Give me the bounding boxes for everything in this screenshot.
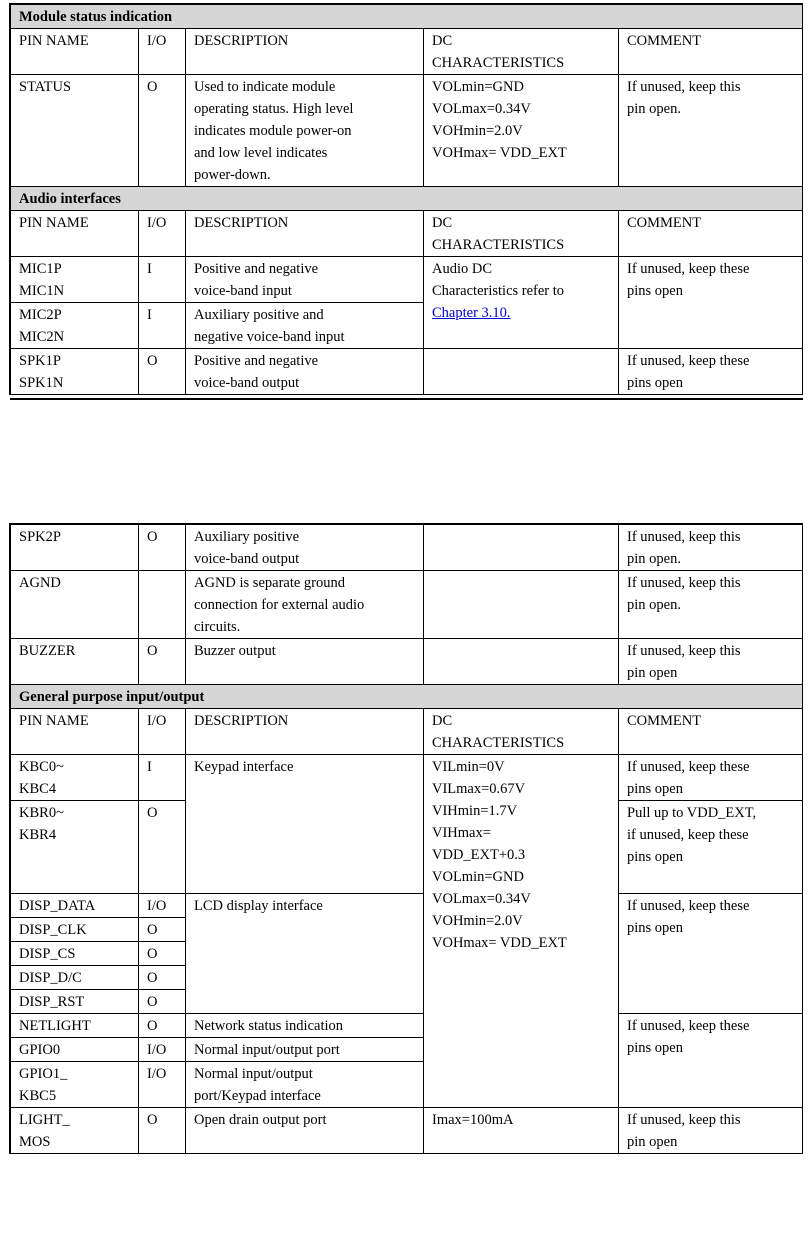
pin-io: I: [139, 257, 186, 303]
pin-io: I/O: [139, 894, 186, 918]
table-row: [11, 894, 803, 918]
pin-description: Normal input/output port/Keypad interface: [186, 1062, 424, 1108]
table-row: [11, 349, 803, 395]
pin-io: O: [139, 349, 186, 395]
pin-name: STATUS: [11, 75, 139, 187]
pin-io: O: [139, 525, 186, 571]
table-row: [11, 755, 803, 801]
header-dc: DC CHARACTERISTICS: [424, 709, 619, 755]
pin-table-part-2: [10, 524, 803, 1154]
table-row: [11, 571, 803, 639]
pin-description: Open drain output port: [186, 1108, 424, 1154]
pin-description: Positive and negative voice-band output: [186, 349, 424, 395]
table-header-row: [11, 211, 803, 257]
pin-io: O: [139, 1014, 186, 1038]
pin-dc: [424, 525, 619, 571]
pin-name: GPIO0: [11, 1038, 139, 1062]
pin-description: Keypad interface: [186, 755, 424, 894]
section-header-module-status: Module status indication: [11, 5, 803, 29]
pin-io: O: [139, 75, 186, 187]
table-row: [11, 75, 803, 187]
header-dc: DC CHARACTERISTICS: [424, 211, 619, 257]
pin-dc: [424, 571, 619, 639]
table-row: [11, 525, 803, 571]
section-header-audio: Audio interfaces: [11, 187, 803, 211]
pin-comment: If unused, keep this pin open.: [619, 525, 803, 571]
pin-description: Network status indication: [186, 1014, 424, 1038]
audio-dc-text: Audio DC Characteristics refer to: [432, 261, 565, 299]
gpio-dc-cell: VILmin=0V VILmax=0.67V VIHmin=1.7V VIHmax= VDD_EXT+0.3 VOLmin=GND VOLmax=0.34V VOHmin=2.0V VOHmax= VDD_EXT: [424, 755, 619, 1108]
pin-name: SPK2P: [11, 525, 139, 571]
table-header-row: [11, 709, 803, 755]
pin-name: DISP_DATA: [11, 894, 139, 918]
header-io: I/O: [139, 211, 186, 257]
pin-io: [139, 571, 186, 639]
pin-io: O: [139, 1108, 186, 1154]
pin-comment: If unused, keep these pins open: [619, 894, 803, 1014]
table-row: [11, 1014, 803, 1038]
pin-comment: If unused, keep this pin open: [619, 1108, 803, 1154]
header-comment: COMMENT: [619, 709, 803, 755]
pin-io: I: [139, 755, 186, 801]
pin-name: DISP_D/C: [11, 966, 139, 990]
pin-comment: If unused, keep this pin open.: [619, 571, 803, 639]
pin-comment: If unused, keep these pins open: [619, 349, 803, 395]
header-io: I/O: [139, 29, 186, 75]
header-pin-name: PIN NAME: [11, 709, 139, 755]
pin-io: I/O: [139, 1038, 186, 1062]
header-description: DESCRIPTION: [186, 709, 424, 755]
pin-io: O: [139, 990, 186, 1014]
page-break-line: [10, 398, 803, 400]
pin-io: O: [139, 918, 186, 942]
pin-io: I: [139, 303, 186, 349]
pin-name: BUZZER: [11, 639, 139, 685]
pin-io: O: [139, 801, 186, 894]
pin-io: O: [139, 966, 186, 990]
pin-name: MIC1P MIC1N: [11, 257, 139, 303]
pin-table-part-1: [10, 4, 803, 395]
header-io: I/O: [139, 709, 186, 755]
pin-name: NETLIGHT: [11, 1014, 139, 1038]
pin-io: O: [139, 639, 186, 685]
pin-name: GPIO1_ KBC5: [11, 1062, 139, 1108]
header-comment: COMMENT: [619, 211, 803, 257]
pin-name: DISP_CLK: [11, 918, 139, 942]
header-pin-name: PIN NAME: [11, 211, 139, 257]
pin-description: Auxiliary positive and negative voice-band input: [186, 303, 424, 349]
pin-name: AGND: [11, 571, 139, 639]
pin-dc: VOLmin=GND VOLmax=0.34V VOHmin=2.0V VOHmax= VDD_EXT: [424, 75, 619, 187]
pin-comment: If unused, keep these pins open: [619, 1014, 803, 1108]
chapter-link[interactable]: Chapter 3.10.: [432, 305, 511, 321]
header-dc: DC CHARACTERISTICS: [424, 29, 619, 75]
pin-comment: If unused, keep these pins open: [619, 755, 803, 801]
section-header-gpio: General purpose input/output: [11, 685, 803, 709]
pin-description: Normal input/output port: [186, 1038, 424, 1062]
pin-description: Buzzer output: [186, 639, 424, 685]
table-row: [11, 639, 803, 685]
pin-name: MIC2P MIC2N: [11, 303, 139, 349]
header-description: DESCRIPTION: [186, 29, 424, 75]
pin-name: KBC0~ KBC4: [11, 755, 139, 801]
pin-name: KBR0~ KBR4: [11, 801, 139, 894]
pin-dc: [424, 349, 619, 395]
pin-dc: [424, 639, 619, 685]
pin-description: LCD display interface: [186, 894, 424, 1014]
pin-name: LIGHT_ MOS: [11, 1108, 139, 1154]
pin-description: AGND is separate ground connection for external audio circuits.: [186, 571, 424, 639]
pin-io: I/O: [139, 1062, 186, 1108]
pin-name: DISP_CS: [11, 942, 139, 966]
pin-dc: Imax=100mA: [424, 1108, 619, 1154]
pin-name: DISP_RST: [11, 990, 139, 1014]
pin-description: Positive and negative voice-band input: [186, 257, 424, 303]
table-row: [11, 257, 803, 303]
table-row: [11, 1108, 803, 1154]
pin-comment: If unused, keep this pin open.: [619, 75, 803, 187]
pin-comment: If unused, keep this pin open: [619, 639, 803, 685]
pin-io: O: [139, 942, 186, 966]
pin-comment: If unused, keep these pins open: [619, 257, 803, 349]
header-pin-name: PIN NAME: [11, 29, 139, 75]
pin-description: Used to indicate module operating status. High level indicates module power-on and low level indicates power-down.: [186, 75, 424, 187]
audio-dc-cell: [424, 257, 619, 349]
header-comment: COMMENT: [619, 29, 803, 75]
header-description: DESCRIPTION: [186, 211, 424, 257]
pin-comment: Pull up to VDD_EXT, if unused, keep these pins open: [619, 801, 803, 894]
table-header-row: [11, 29, 803, 75]
pin-name: SPK1P SPK1N: [11, 349, 139, 395]
pin-description: Auxiliary positive voice-band output: [186, 525, 424, 571]
